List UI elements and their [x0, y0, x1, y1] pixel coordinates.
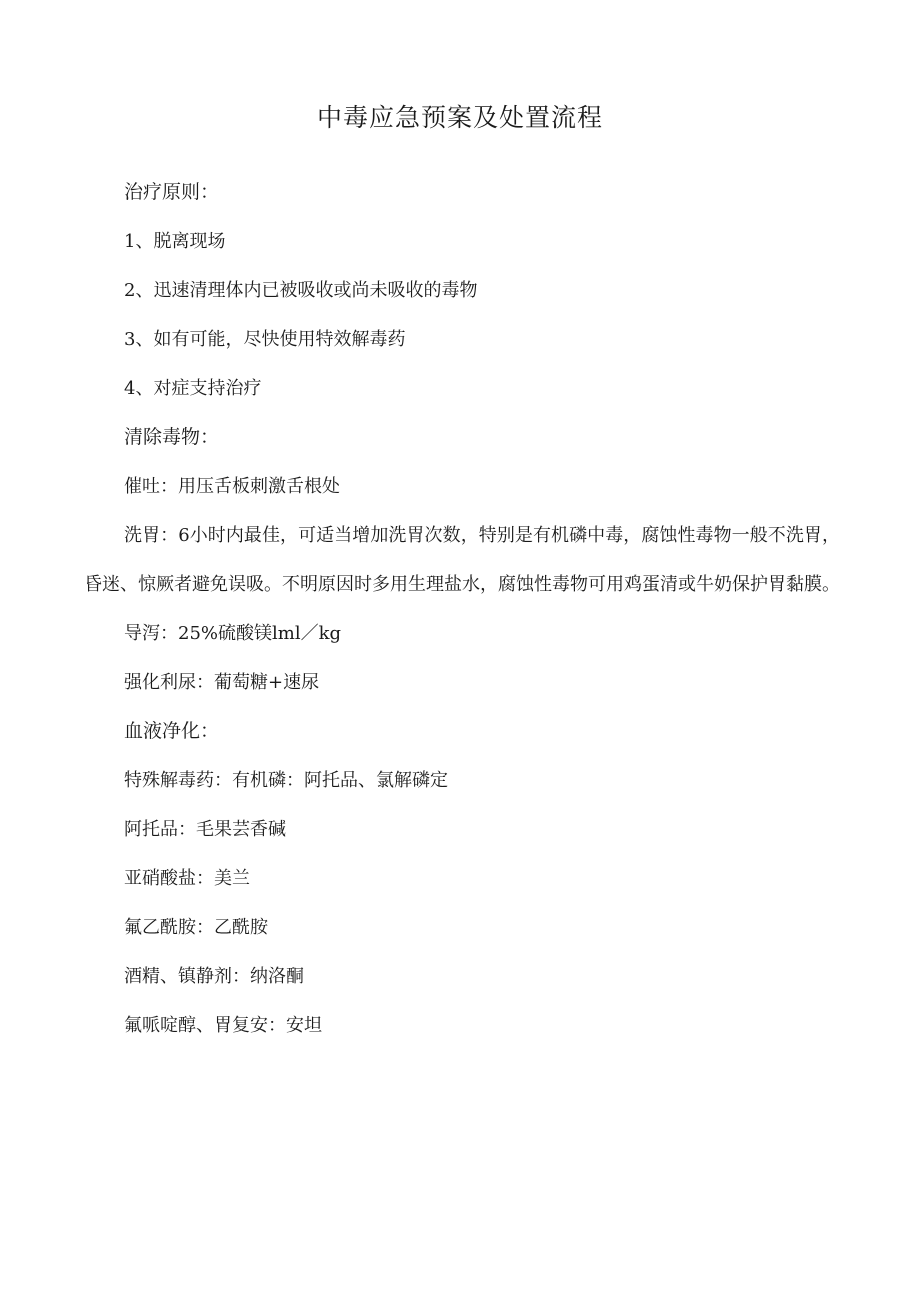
- antidote-line: 阿托品：毛果芸香碱: [124, 819, 286, 840]
- section-heading-treatment-principles: 治疗原则：: [124, 181, 220, 203]
- document-title: 中毒应急预案及处置流程: [316, 103, 603, 132]
- list-item: 2、迅速清理体内已被吸收或尚未吸收的毒物: [124, 280, 478, 301]
- list-item: 3、如有可能，尽快使用特效解毒药: [124, 329, 406, 350]
- antidote-line: 酒精、镇静剂：纳洛酮: [124, 966, 304, 987]
- antidote-line: 亚硝酸盐：美兰: [124, 868, 250, 889]
- paragraph-catharsis: 导泻：25%硫酸镁lml／kg: [124, 623, 342, 644]
- section-heading-remove-poison: 清除毒物：: [124, 426, 220, 448]
- list-item: 4、对症支持治疗: [124, 378, 262, 399]
- paragraph-emesis: 催吐：用压舌板刺激舌根处: [124, 476, 340, 497]
- list-item: 1、脱离现场: [124, 231, 226, 252]
- section-heading-blood-purification: 血液净化：: [124, 720, 220, 742]
- document-body: [84, 168, 840, 1050]
- antidote-line: 特殊解毒药：有机磷：阿托品、氯解磷定: [124, 770, 448, 791]
- antidote-line: 氟哌啶醇、胃复安：安坦: [124, 1015, 322, 1036]
- paragraph-gastric-lavage: 洗胃：6小时内最佳，可适当增加洗胃次数，特别是有机磷中毒，腐蚀性毒物一般不洗胃，昏迷、惊厥者避免误吸。不明原因时多用生理盐水，腐蚀性毒物可用鸡蛋清或牛奶保护胃黏膜。: [84, 525, 840, 595]
- paragraph-diuresis: 强化利尿：葡萄糖+速尿: [124, 672, 320, 693]
- antidote-line: 氟乙酰胺：乙酰胺: [124, 917, 268, 938]
